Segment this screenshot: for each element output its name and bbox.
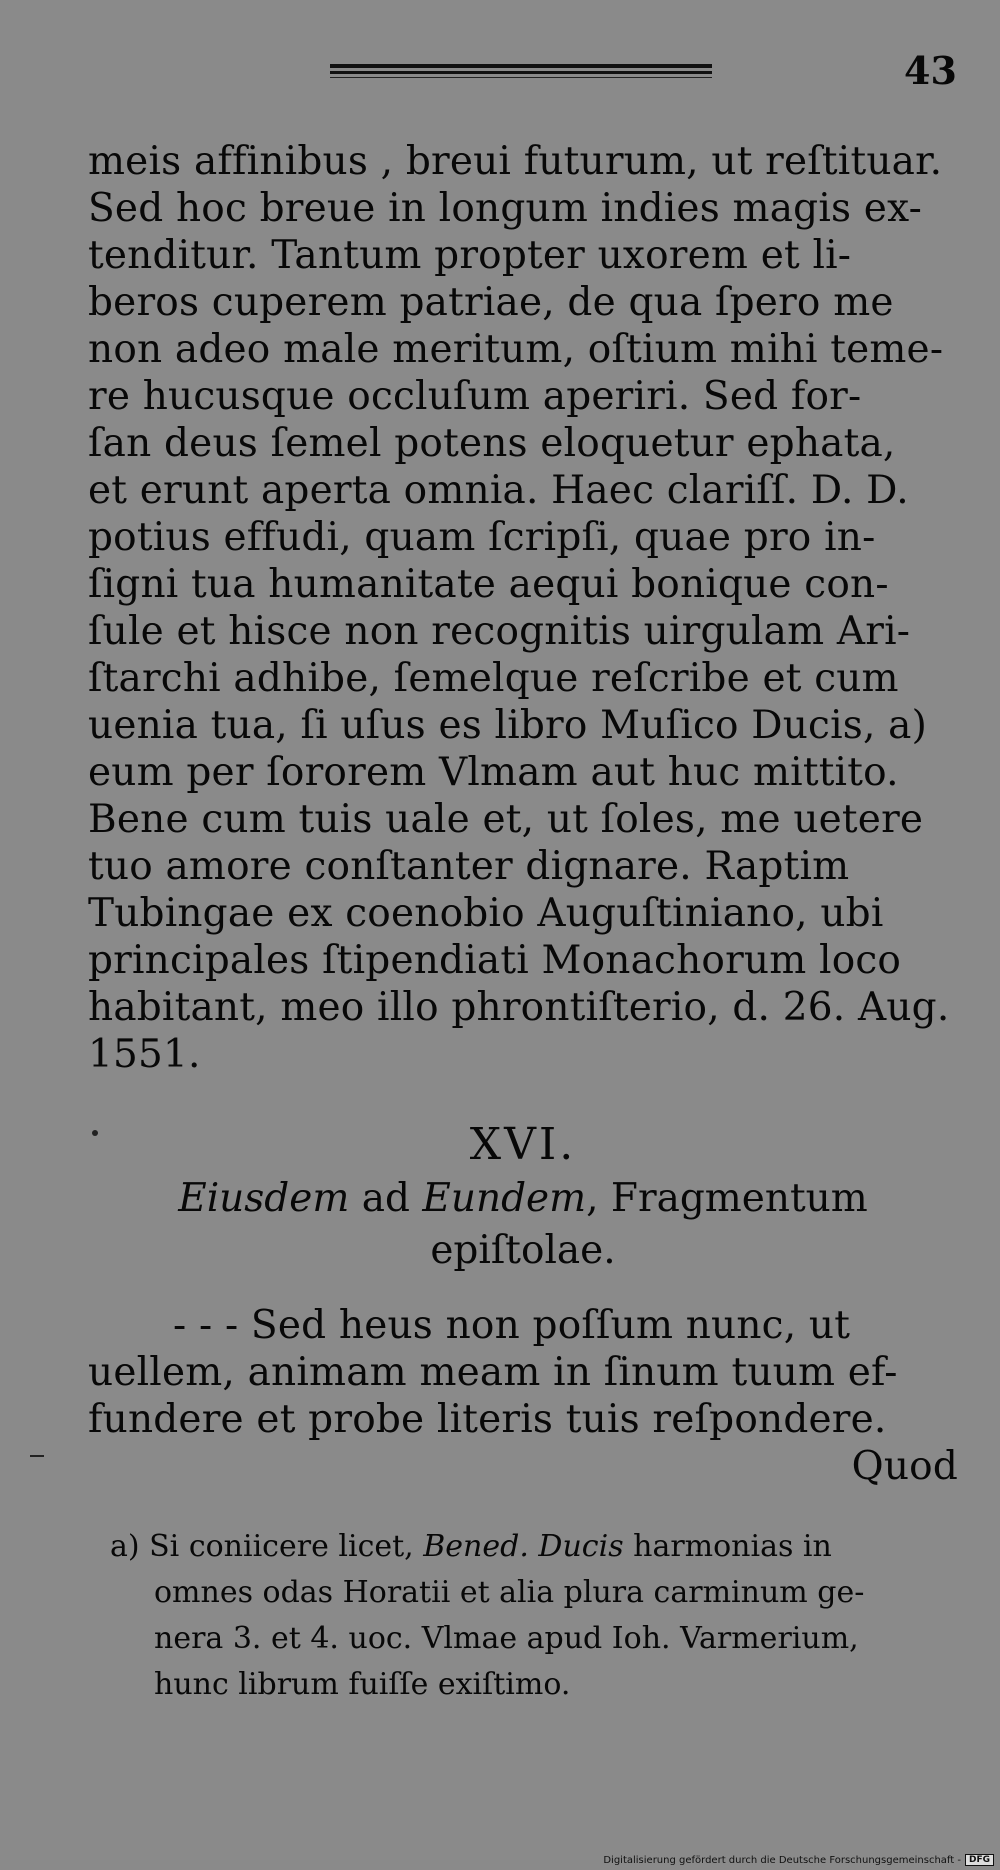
body-line: meis affinibus , breui futurum, ut reſtituar. bbox=[88, 139, 943, 184]
body-line: Tubingae ex coenobio Auguſtiniano, ubi bbox=[88, 891, 884, 936]
body-line: et erunt aperta omnia. Haec clariſſ. D. D. bbox=[88, 468, 909, 513]
footnote-line-2: omnes odas Horatii et alia plura carminum ge- bbox=[154, 1575, 865, 1610]
body-line: potius effudi, quam ſcripſi, quae pro in- bbox=[88, 515, 876, 560]
body-line: tuo amore conſtanter dignare. Raptim bbox=[88, 844, 850, 889]
title-recipient: Eundem bbox=[422, 1176, 587, 1221]
body-line: non adeo male meritum, oſtium mihi teme- bbox=[88, 327, 944, 372]
body-line: re hucusque occluſum aperiri. Sed for- bbox=[88, 374, 862, 419]
body-line: Bene cum tuis uale et, ut ſoles, me uetere bbox=[88, 797, 924, 842]
footnote-text: Si coniicere licet, bbox=[139, 1529, 424, 1564]
fragment-line: uellem, animam meam in ſinum tuum ef- bbox=[88, 1350, 898, 1395]
dfg-logo: DFG bbox=[965, 1854, 994, 1866]
section-heading bbox=[88, 1117, 958, 1277]
footnote-name-ducis: Ducis bbox=[538, 1529, 624, 1564]
body-line: ſigni tua humanitate aequi boniquе con- bbox=[88, 562, 889, 607]
body-line: eum per ſororem Vlmam aut huc mittito. bbox=[88, 750, 899, 795]
title-connector: ad bbox=[349, 1176, 423, 1221]
header-rule bbox=[330, 60, 712, 80]
catchword: Quod bbox=[851, 1444, 958, 1489]
body-line: ſule et hisce non recognitis uirgulam Ari- bbox=[88, 609, 911, 654]
body-line: ſan deus ſemel potens eloquetur ephata, bbox=[88, 421, 896, 466]
footnote bbox=[110, 1524, 958, 1708]
footnote-name-bened: Bened. bbox=[423, 1529, 529, 1564]
body-line: habitant, meo illo phrontiſterio, d. 26. Aug. bbox=[88, 985, 950, 1030]
margin-dash bbox=[30, 1455, 44, 1457]
section-title-line2: epiſtolae. bbox=[430, 1228, 616, 1273]
section-title bbox=[88, 1173, 958, 1225]
body-line: Sed hoc breue in longum indies magis ex- bbox=[88, 186, 922, 231]
title-author: Eiusdem bbox=[178, 1176, 350, 1221]
footnote-marker: a) bbox=[110, 1529, 140, 1564]
header-rule-thin bbox=[330, 77, 712, 78]
page-number: 43 bbox=[904, 48, 957, 93]
footnote-text: harmonias in bbox=[623, 1529, 832, 1564]
date-line: 1551. bbox=[88, 1032, 201, 1077]
body-line: principales ſtipendiati Monachorum loco bbox=[88, 938, 902, 983]
body-line: uenia tua, ſi uſus es libro Muſico Ducis, a) bbox=[88, 703, 928, 748]
footnote-line-3: nera 3. et 4. uoc. Vlmae apud Ioh. Varmerium, bbox=[154, 1621, 859, 1656]
footnote-line-4: hunc librum fuiſſe exiſtimo. bbox=[154, 1667, 571, 1702]
letter-body bbox=[88, 138, 958, 1078]
section-number: XVI. bbox=[469, 1119, 577, 1170]
footnote-line-1 bbox=[110, 1524, 958, 1570]
fragment-line: fundere et probe literis tuis reſpondere. bbox=[88, 1397, 887, 1442]
fragment-line: - - - Sed heus non poſſum nunc, ut bbox=[173, 1303, 851, 1348]
body-line: beros cuperem patriae, de qua ſpero me bbox=[88, 280, 894, 325]
fragment-body bbox=[88, 1302, 958, 1490]
footnote-space bbox=[529, 1529, 539, 1564]
digitization-footer bbox=[603, 1854, 994, 1866]
header-rule-middle bbox=[330, 71, 712, 74]
footer-credit: Digitalisierung gefördert durch die Deutsche Forschungsgemeinschaft - bbox=[603, 1854, 961, 1866]
header-rule-thick bbox=[330, 64, 712, 68]
body-line: tenditur. Tantum propter uxorem et li- bbox=[88, 233, 852, 278]
title-fragment: , Fragmentum bbox=[586, 1176, 868, 1221]
body-line: ſtarchi adhibe, ſemelque reſcribe et cum bbox=[88, 656, 899, 701]
